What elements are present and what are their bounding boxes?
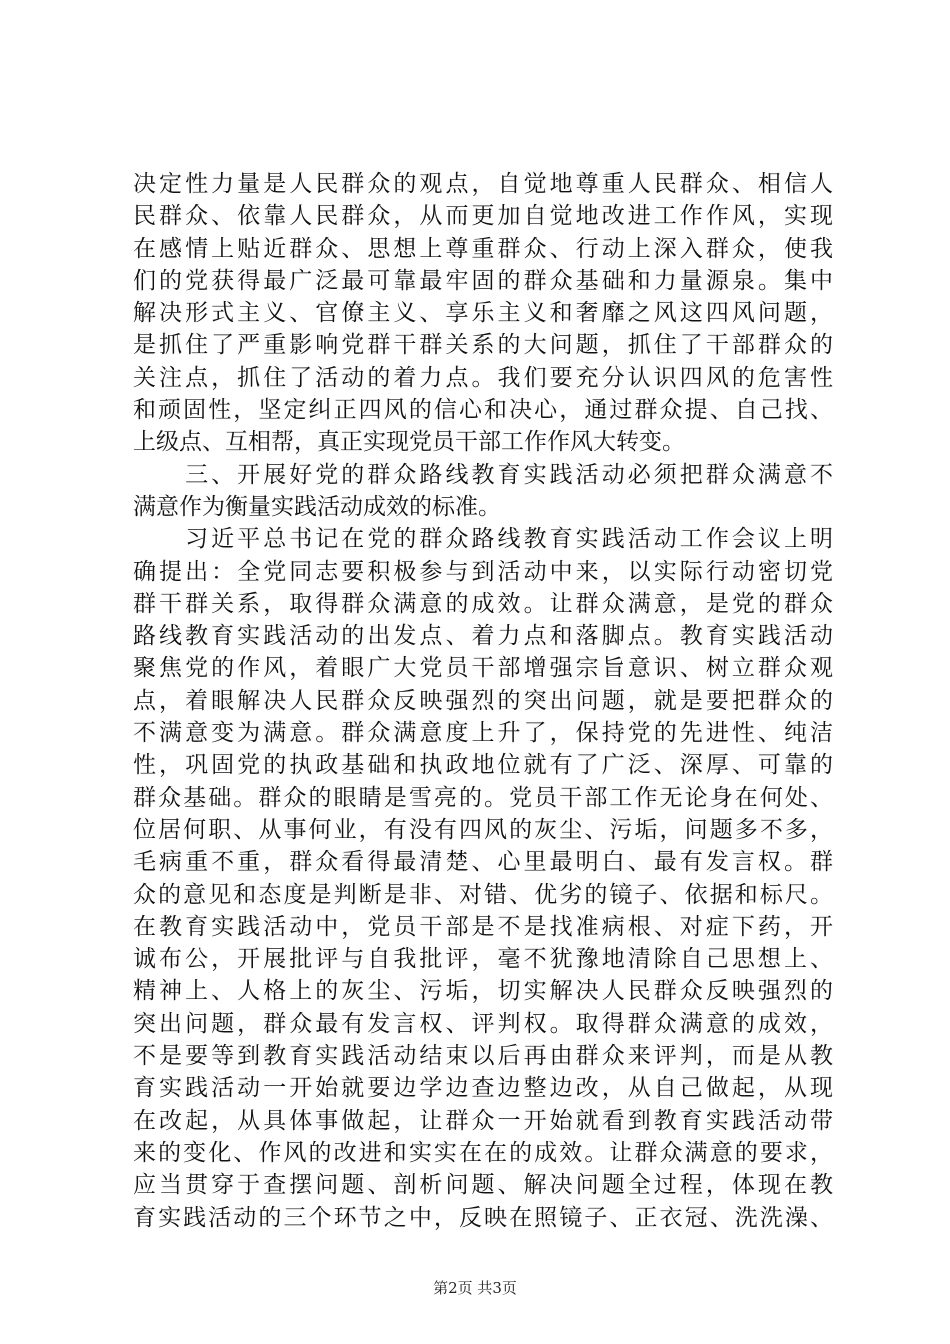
text-line: 群干群关系，取得群众满意的成效。让群众满意，是党的群众 <box>133 590 833 617</box>
text-line: 性，巩固党的执政基础和执政地位就有了广泛、深厚、可靠的 <box>133 752 833 779</box>
page-footer: 第2页 共3页 <box>433 1279 517 1297</box>
text-line: 决定性力量是人民群众的观点，自觉地尊重人民群众、相信人 <box>133 171 833 197</box>
text-line: 聚焦党的作风，着眼广大党员干部增强宗旨意识、树立群众观 <box>133 655 833 682</box>
text-line: 不满意变为满意。群众满意度上升了，保持党的先进性、纯洁 <box>133 720 833 747</box>
text-line: 上级点、互相帮，真正实现党员干部工作作风大转变。 <box>133 429 685 456</box>
text-line: 解决形式主义、官僚主义、享乐主义和奢靡之风这四风问题， <box>133 300 833 327</box>
text-line: 毛病重不重，群众看得最清楚、心里最明白、最有发言权。群 <box>133 849 833 876</box>
text-line: 确提出：全党同志要积极参与到活动中来，以实际行动密切党 <box>133 558 833 585</box>
text-line: 来的变化、作风的改进和实实在在的成效。让群众满意的要求， <box>133 1139 833 1166</box>
text-line: 们的党获得最广泛最可靠最牢固的群众基础和力量源泉。集中 <box>133 267 833 294</box>
text-line: 民群众、依靠人民群众，从而更加自觉地改进工作作风，实现 <box>133 203 833 230</box>
text-line: 群众基础。群众的眼睛是雪亮的。党员干部工作无论身在何处、 <box>133 784 833 811</box>
text-line: 路线教育实践活动的出发点、着力点和落脚点。教育实践活动 <box>133 623 833 650</box>
text-line: 诚布公，开展批评与自我批评，毫不犹豫地清除自己思想上、 <box>133 946 833 973</box>
text-line: 在改起，从具体事做起，让群众一开始就看到教育实践活动带 <box>133 1107 833 1134</box>
text-line: 关注点，抓住了活动的着力点。我们要充分认识四风的危害性 <box>133 364 833 391</box>
text-line: 和顽固性，坚定纠正四风的信心和决心，通过群众提、自己找、 <box>133 397 833 424</box>
text-line: 突出问题，群众最有发言权、评判权。取得群众满意的成效， <box>133 1010 833 1037</box>
text-line: 精神上、人格上的灰尘、污垢，切实解决人民群众反映强烈的 <box>133 978 833 1005</box>
text-line: 点，着眼解决人民群众反映强烈的突出问题，就是要把群众的 <box>133 687 833 714</box>
text-line: 不是要等到教育实践活动结束以后再由群众来评判，而是从教 <box>133 1043 833 1070</box>
text-line: 在教育实践活动中，党员干部是不是找准病根、对症下药，开 <box>133 913 833 940</box>
text-line: 在感情上贴近群众、思想上尊重群众、行动上深入群众，使我 <box>133 235 833 262</box>
document-body <box>133 168 833 1234</box>
text-line: 是抓住了严重影响党群干群关系的大问题，抓住了干部群众的 <box>133 332 833 359</box>
text-line: 满意作为衡量实践活动成效的标准。 <box>133 493 501 520</box>
text-line: 育实践活动一开始就要边学边查边整边改，从自己做起，从现 <box>133 1075 833 1102</box>
text-line: 应当贯穿于查摆问题、剖析问题、解决问题全过程，体现在教 <box>133 1172 833 1199</box>
text-line: 众的意见和态度是判断是非、对错、优劣的镜子、依据和标尺。 <box>133 881 833 908</box>
text-line: 三、开展好党的群众路线教育实践活动必须把群众满意不 <box>133 461 833 488</box>
text-line: 位居何职、从事何业，有没有四风的灰尘、污垢，问题多不多， <box>133 816 833 843</box>
text-line: 育实践活动的三个环节之中，反映在照镜子、正衣冠、洗洗澡、 <box>133 1204 833 1231</box>
text-line: 习近平总书记在党的群众路线教育实践活动工作会议上明 <box>133 526 833 553</box>
